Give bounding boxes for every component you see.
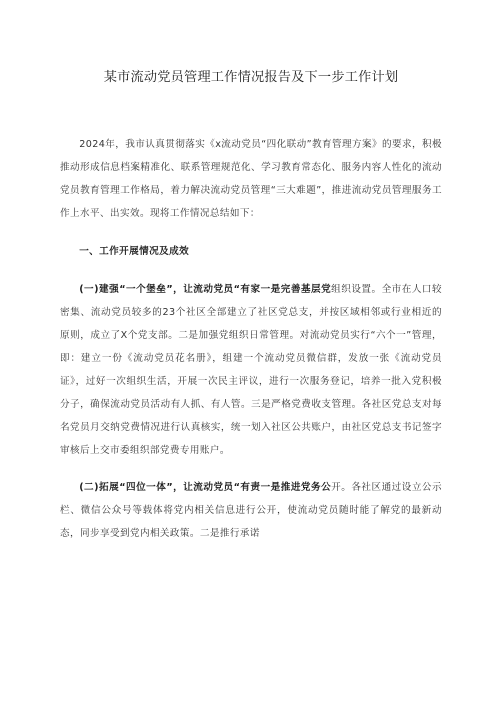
intro-paragraph: 2024年，我市认真贯彻落实《x流动党员“四化联动”教育管理方案》的要求，积极推动形成信息档案精准化、联系管理规范化、学习教育常态化、服务内容人性化的流动党员教育管理工作格局，着力解决流动党员管理“三大难题”，推进流动党员管理服务工作上水平、出实效。现将工作情况总结如下： [60, 139, 442, 219]
subsection-paragraph-1 [60, 278, 442, 462]
document-title: 某市流动党员管理工作情况报告及下一步工作计划 [103, 70, 399, 85]
subsection-body-2: 开。各社区通过设立公示栏、微信公众号等载体将党内相关信息进行公开，使流动党员随时能了解党的最新动态，同步享受到党内相关政策。二是推行承诺 [60, 482, 443, 539]
subsection-paragraph-2 [60, 476, 442, 545]
subsection-body-1: 组织设置。全市在人口较密集、流动党员较多的23个社区全部建立了社区党总支，并按区域相邻或行业相近的原则，成立了X个党支部。二是加强党组织日常管理。对流动党员实行“六个一”管理，即：建立一份《流动党员花名册》，组建一个流动党员微信群，发放一张《流动党员证》，过好一次组织生活，开展一次民主评议，进行一次服务登记，培养一批入党积极分子，确保流动党员活动有人抓、有人管。三是严格党费收支管理。各社区党总支对每名党员月交纳党费情况进行认真核实，统一划入社区公共账户，由社区党总支书记签字审核后上交市委组织部党费专用账户。 [60, 284, 443, 456]
subsection-lead-1: (一)建强“一个堡垒”，让流动党员“有家一是完善基层党 [79, 284, 332, 295]
section-heading: 一、工作开展情况及成效 [79, 246, 190, 257]
subsection-lead-2: (二)拓展“四位一体”，让流动党员“有责一是推进党务公 [79, 482, 332, 493]
